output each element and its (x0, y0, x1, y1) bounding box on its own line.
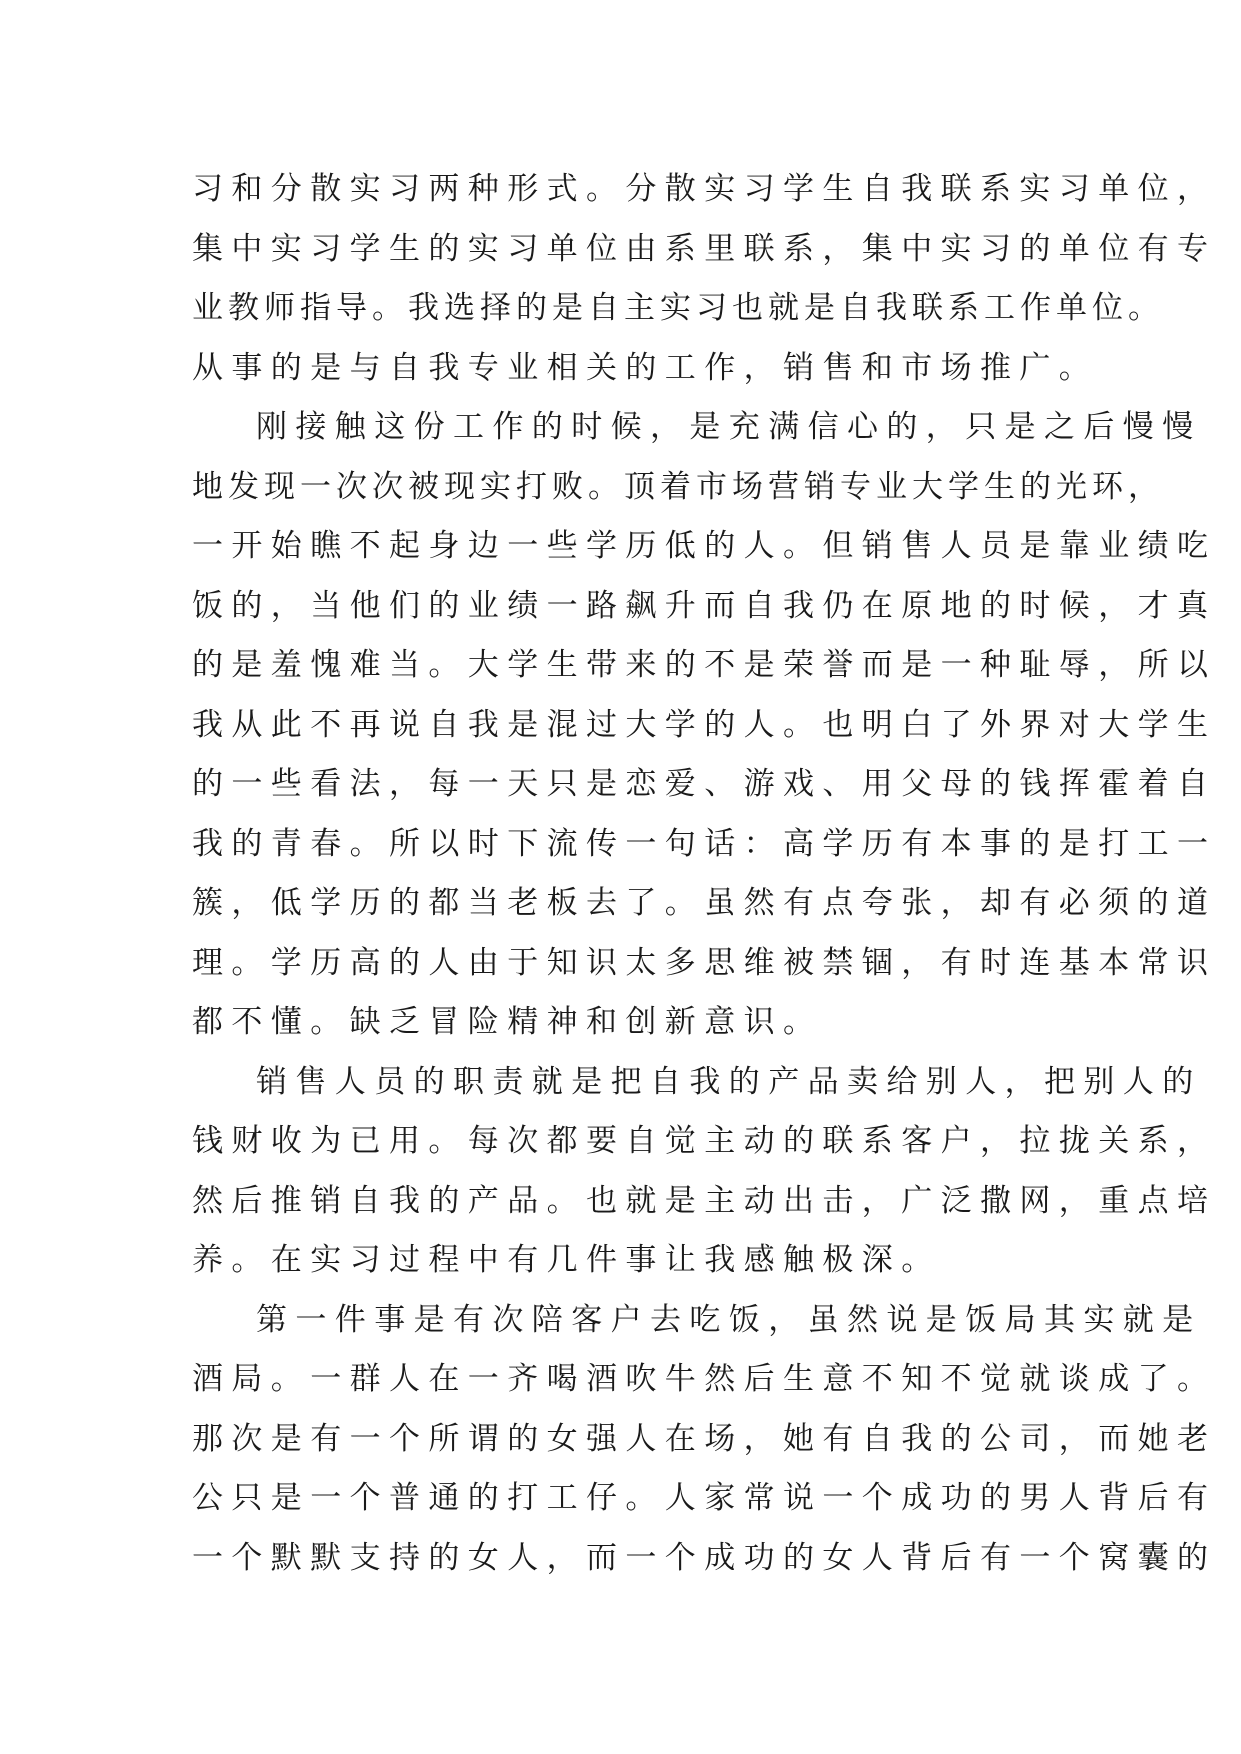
text-line: 我的青春。所以时下流传一句话：高学历有本事的是打工一 (192, 825, 1217, 862)
text-line: 一开始瞧不起身边一些学历低的人。但销售人员是靠业绩吃 (192, 528, 1217, 564)
text-line: 公只是一个普通的打工仔。人家常说一个成功的男人背后有 (192, 1480, 1217, 1516)
text-line: 集中实习学生的实习单位由系里联系，集中实习的单位有专 (192, 230, 1217, 267)
text-line: 业教师指导。我选择的是自主实习也就是自我联系工作单位。 (192, 290, 1164, 326)
text-line: 我从此不再说自我是混过大学的人。也明白了外界对大学生 (192, 706, 1217, 743)
paragraph-start-line: 第一件事是有次陪客户去吃饭，虽然说是饭局其实就是 (256, 1301, 1202, 1338)
body-text (192, 160, 1217, 1588)
paragraph-start-line: 刚接触这份工作的时候，是充满信心的，只是之后慢慢 (256, 409, 1202, 445)
text-line: 钱财收为已用。每次都要自觉主动的联系客户，拉拢关系， (192, 1123, 1217, 1159)
text-line: 然后推销自我的产品。也就是主动出击，广泛撒网，重点培 (192, 1182, 1217, 1219)
text-line: 那次是有一个所谓的女强人在场，她有自我的公司，而她老 (192, 1420, 1217, 1457)
text-line: 一个默默支持的女人，而一个成功的女人背后有一个窝囊的 (192, 1539, 1217, 1576)
paragraph-start-line: 销售人员的职责就是把自我的产品卖给别人，把别人的 (256, 1063, 1202, 1100)
text-line: 养。在实习过程中有几件事让我感触极深。 (192, 1242, 941, 1278)
text-line: 酒局。一群人在一齐喝酒吹牛然后生意不知不觉就谈成了。 (192, 1361, 1217, 1397)
text-line: 习和分散实习两种形式。分散实习学生自我联系实习单位， (192, 171, 1217, 207)
text-line: 簇，低学历的都当老板去了。虽然有点夸张，却有必须的道 (192, 885, 1217, 921)
text-line: 饭的，当他们的业绩一路飙升而自我仍在原地的时候，才真 (192, 587, 1217, 624)
text-line: 都不懂。缺乏冒险精神和创新意识。 (192, 1004, 823, 1040)
text-line: 的是羞愧难当。大学生带来的不是荣誉而是一种耻辱，所以 (192, 647, 1217, 683)
text-line: 地发现一次次被现实打败。顶着市场营销专业大学生的光环， (192, 468, 1164, 505)
text-line: 理。学历高的人由于知识太多思维被禁锢，有时连基本常识 (192, 944, 1217, 981)
text-line: 的一些看法，每一天只是恋爱、游戏、用父母的钱挥霍着自 (192, 766, 1217, 802)
text-line: 从事的是与自我专业相关的工作，销售和市场推广。 (192, 349, 1099, 386)
